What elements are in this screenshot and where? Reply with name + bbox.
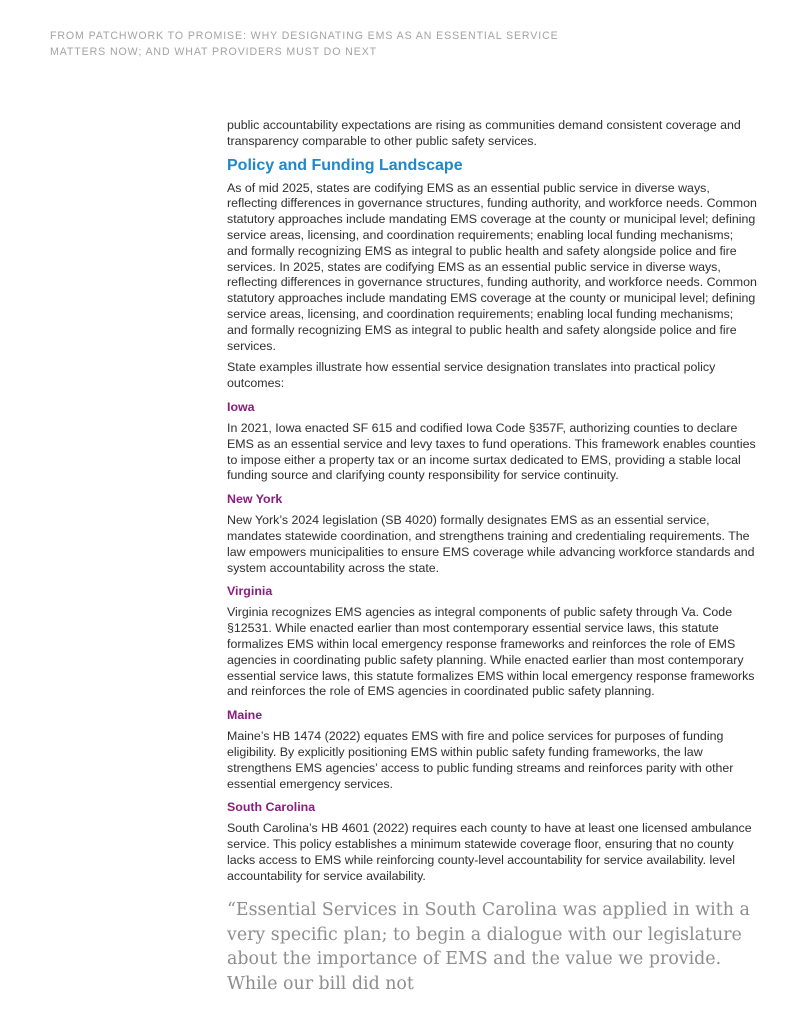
pull-quote: “Essential Services in South Carolina was applied in with a very specific plan; to begin a dialogue with our legislature about the importance of EMS and the value we provide. While our bill did not [227,900,750,994]
section-title: Policy and Funding Landscape [227,156,463,174]
examples-intro: State examples illustrate how essential service designation translates into practical policy outcomes: [227,360,716,391]
intro-paragraph: public accountability expectations are rising as communities demand consistent coverage and transparency comparable to other public safety services. [227,118,741,148]
landscape-paragraph: As of mid 2025, states are codifying EMS as an essential public service in diverse ways, reflecting differences in governance structures, funding authority, and workforce needs. Common statutory approaches include mandating EMS coverage at the county or municipal level; defining service areas, licensing, and coordination requirements; enabling local funding mechanisms; and formally recognizing EMS as integral to public health and safety alongside police and fire services. In 2025, states are codifying EMS as an essential public service in diverse ways, reflecting differences in governance structures, funding authority, and workforce needs. Common statutory approaches include mandating EMS coverage at the county or municipal level; defining service areas, licensing, and coordination requirements; enabling local funding mechanisms; and formally recognizing EMS as integral to public health and safety alongside police and fire services. [227,180,757,353]
state-text-maine: Maine’s HB 1474 (2022) equates EMS with fire and police services for purposes of funding eligibility. By explicitly positioning EMS within public safety funding frameworks, the law strengthens EMS agencies’ access to public funding streams and reinforces parity with other essential emergency services. [227,729,734,791]
state-heading-virginia: Virginia [227,584,273,599]
main-content [227,118,757,996]
state-heading-new-york: New York [227,492,283,507]
state-text-south-carolina: South Carolina’s HB 4601 (2022) requires each county to have at least one licensed ambulance service. This policy establishes a minimum statewide coverage floor, ensuring that no county lacks access to EMS while reinforcing county-level accountability for service availability. level accountability for service availability. [227,821,752,883]
state-heading-south-carolina: South Carolina [227,800,316,815]
state-text-new-york: New York’s 2024 legislation (SB 4020) formally designates EMS as an essential service, mandates statewide coordination, and strengthens training and credentialing requirements. The law empowers municipalities to ensure EMS coverage while advancing workforce standards and system accountability across the state. [227,513,755,575]
state-text-virginia: Virginia recognizes EMS agencies as integral components of public safety through Va. Code §12531. While enacted earlier than most contemporary essential service laws, this statute formalizes EMS within local emergency response frameworks and reinforces the role of EMS agencies in coordinating public safety planning. While enacted earlier than most contemporary essential service laws, this statute formalizes EMS within local emergency response frameworks and reinforces the role of EMS agencies in coordinated public safety planning. [227,605,755,699]
state-text-iowa: In 2021, Iowa enacted SF 615 and codified Iowa Code §357F, authorizing counties to declare EMS as an essential service and levy taxes to fund operations. This framework enables counties to impose either a property tax or an income surtax dedicated to EMS, providing a stable local funding source and clarifying county responsibility for service continuity. [227,420,756,483]
state-heading-iowa: Iowa [227,399,255,414]
running-header: FROM PATCHWORK TO PROMISE: WHY DESIGNATING EMS AS AN ESSENTIAL SERVICE MATTERS NOW; AND WHAT PROVIDERS MUST DO NEXT [50,30,559,58]
state-heading-maine: Maine [227,708,263,723]
